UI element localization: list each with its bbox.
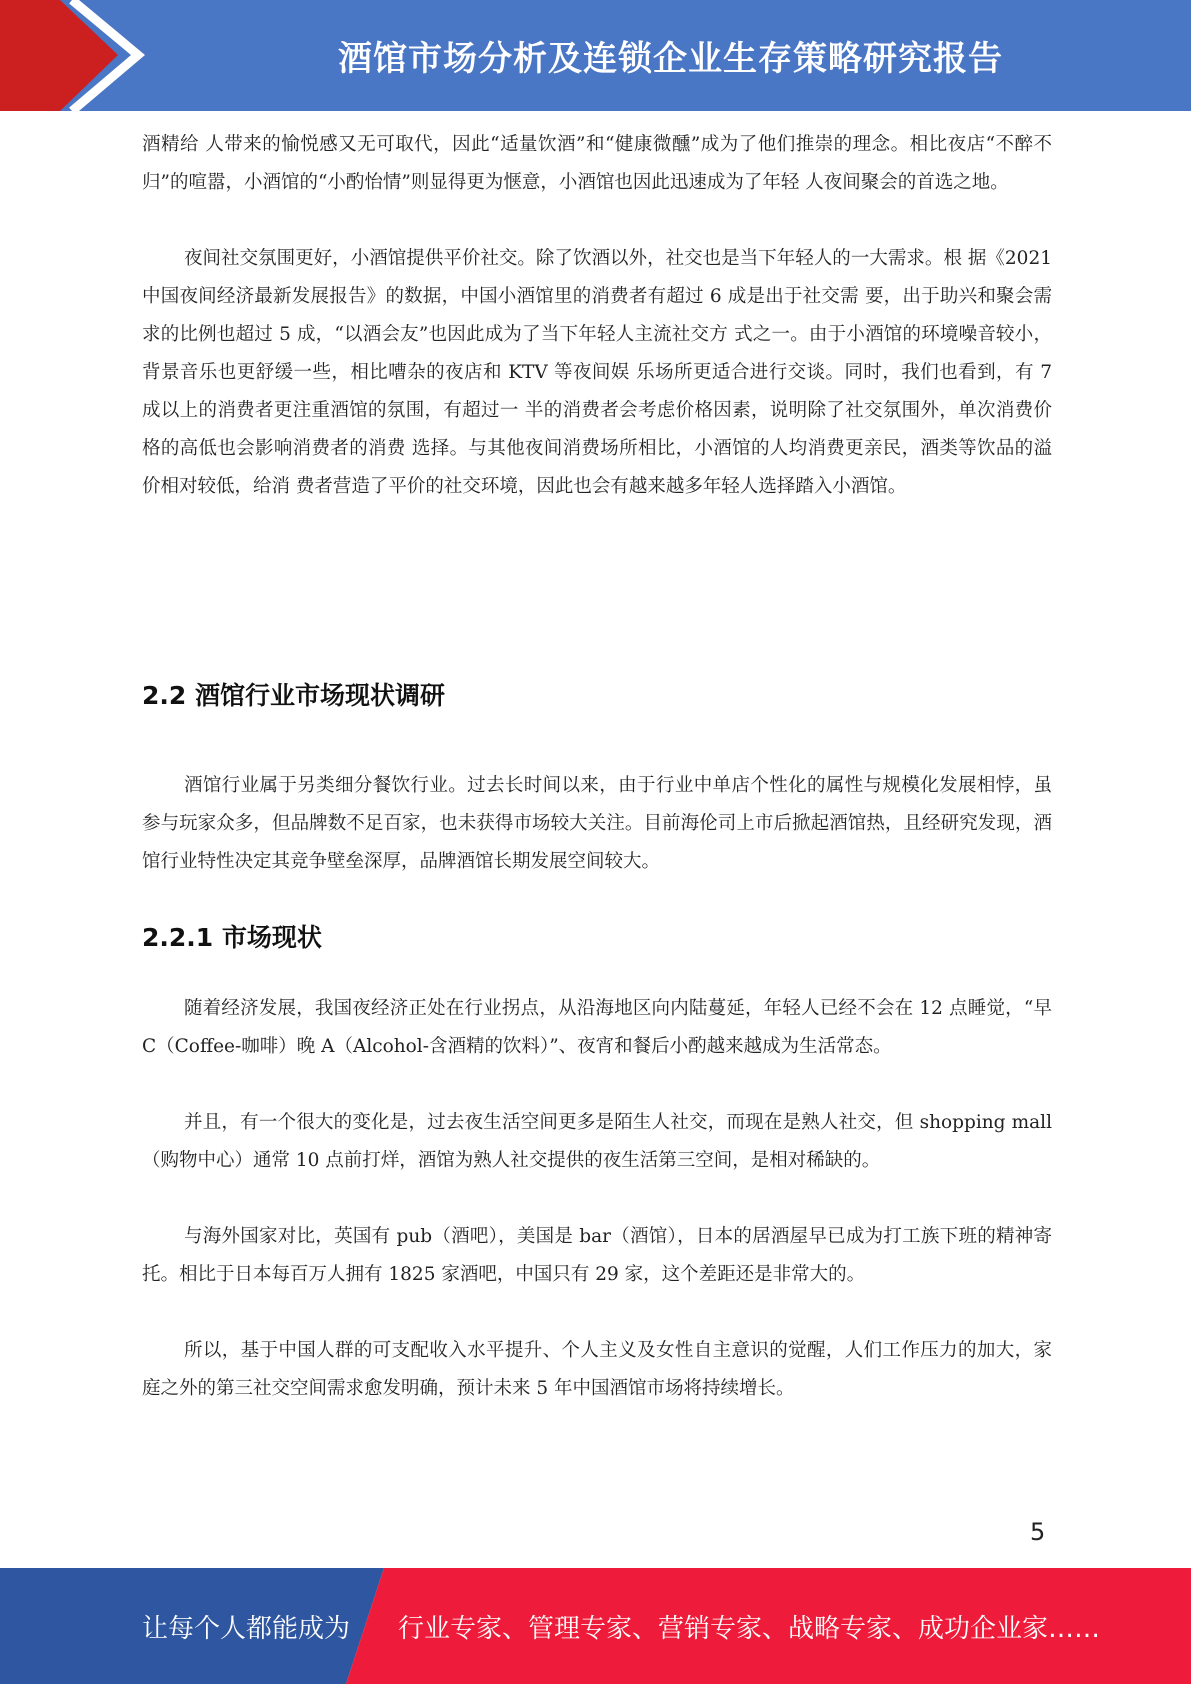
paragraph-5: 并且，有一个很大的变化是，过去夜生活空间更多是陌生人社交，而现在是熟人社交，但 shopping mall（购物中心）通常 10 点前打烊，酒馆为熟人社交提供的夜生活第三空间，是相对稀缺的。 [142, 1112, 1052, 1171]
body-top [142, 126, 1058, 506]
paragraph-7: 所以，基于中国人群的可支配收入水平提升、个人主义及女性自主意识的觉醒，人们工作压力的加大，家庭之外的第三社交空间需求愈发明确，预计未来 5 年中国酒馆市场将持续增长。 [142, 1340, 1052, 1399]
section-heading-2-2: 2.2 酒馆行业市场现状调研 [142, 681, 445, 710]
paragraph-3: 酒馆行业属于另类细分餐饮行业。过去长时间以来，由于行业中单店个性化的属性与规模化发展相悖，虽参与玩家众多，但品牌数不足百家，也未获得市场较大关注。目前海伦司上市后掀起酒馆热，且经研究发现，酒馆行业特性决定其竞争壁垒深厚，品牌酒馆长期发展空间较大。 [142, 775, 1052, 872]
page-header [0, 0, 1191, 111]
paragraph-1: 酒精给 人带来的愉悦感又无可取代，因此“适量饮酒”和“健康微醺”成为了他们推崇的理念。相比夜店“不醉不归”的喧嚣，小酒馆的“小酌怡情”则显得更为惬意，小酒馆也因此迅速成为了年轻 人夜间聚会的首选之地。 [142, 134, 1052, 193]
paragraph-2: 夜间社交氛围更好，小酒馆提供平价社交。除了饮酒以外，社交也是当下年轻人的一大需求。根 据《2021 中国夜间经济最新发展报告》的数据，中国小酒馆里的消费者有超过 6 成是出于社交需 要，出于助兴和聚会需求的比例也超过 5 成，“以酒会友”也因此成为了当下年轻人主流社交方 式之一。由于小酒馆的环境噪音较小，背景音乐也更舒缓一些，相比嘈杂的夜店和 KTV 等夜间娱 乐场所更适合进行交谈。同时，我们也看到，有 7 成以上的消费者更注重酒馆的氛围，有超过一 半的消费者会考虑价格因素，说明除了社交氛围外，单次消费价格的高低也会影响消费者的消费 选择。与其他夜间消费场所相比，小酒馆的人均消费更亲民，酒类等饮品的溢价相对较低，给消 费者营造了平价的社交环境，因此也会有越来越多年轻人选择踏入小酒馆。 [142, 248, 1058, 497]
section-2-2-1-body [142, 990, 1058, 1408]
report-title: 酒馆市场分析及连锁企业生存策略研究报告 [338, 39, 1003, 79]
section-heading-2-2-1: 2.2.1 市场现状 [142, 923, 322, 952]
paragraph-4: 随着经济发展，我国夜经济正处在行业拐点，从沿海地区向内陆蔓延，年轻人已经不会在 12 点睡觉，“早 C（Coffee-咖啡）晚 A（Alcohol-含酒精的饮料）”、夜宵和餐后小酌越来越成为生活常态。 [142, 998, 1058, 1057]
footer-slogan-left: 让每个人都能成为 [142, 1613, 351, 1644]
footer-slogan-right: 行业专家、管理专家、营销专家、战略专家、成功企业家…… [398, 1613, 1101, 1644]
page-number: 5 [1030, 1518, 1046, 1546]
section-2-2-intro [142, 767, 1052, 881]
paragraph-6: 与海外国家对比，英国有 pub（酒吧），美国是 bar（酒馆），日本的居酒屋早已成为打工族下班的精神寄托。相比于日本每百万人拥有 1825 家酒吧，中国只有 29 家，这个差距还是非常大的。 [142, 1226, 1052, 1285]
page-footer [0, 1568, 1191, 1684]
